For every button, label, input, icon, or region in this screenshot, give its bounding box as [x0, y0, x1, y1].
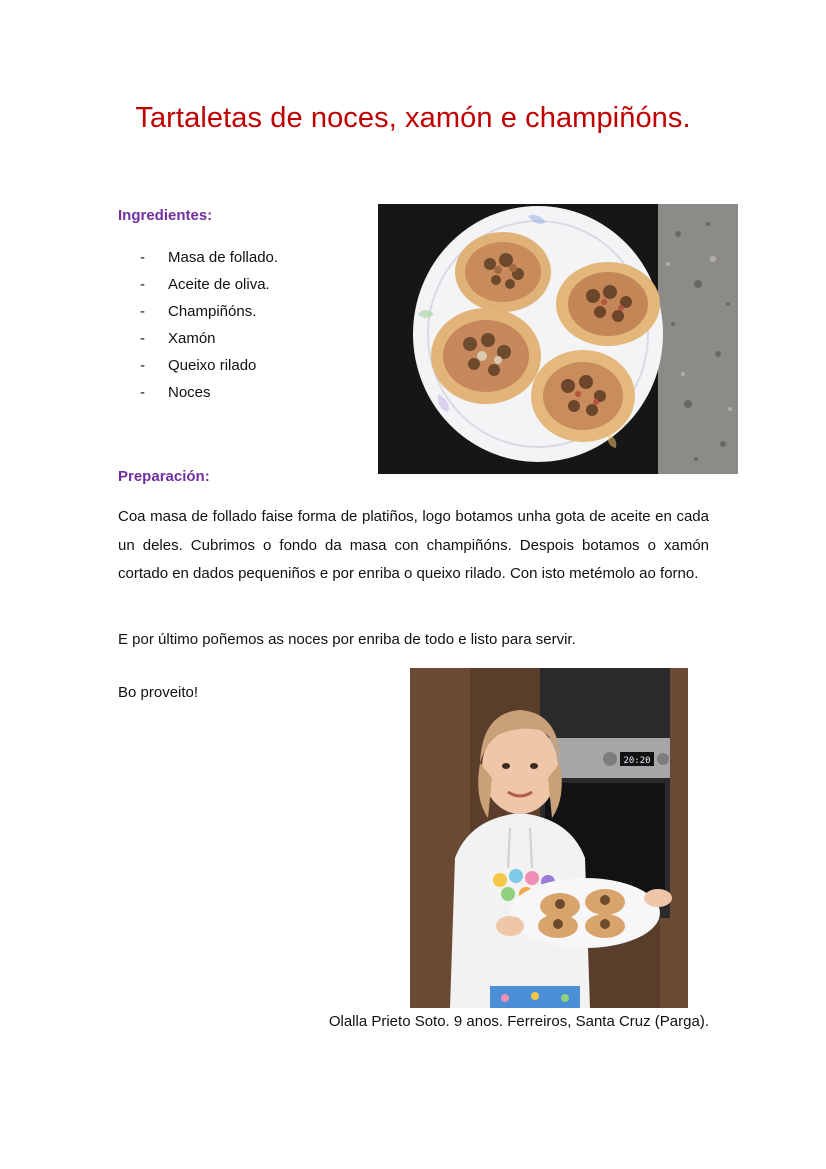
list-bullet: -	[140, 249, 145, 266]
ingredient-label: Xamón	[168, 330, 216, 347]
list-item	[140, 275, 278, 302]
ingredient-label: Aceite de oliva.	[168, 276, 270, 293]
ingredient-label: Queixo rilado	[168, 357, 257, 374]
list-item	[140, 329, 278, 356]
tartlets-photo	[378, 204, 738, 474]
list-bullet: -	[140, 303, 145, 320]
list-bullet: -	[140, 357, 145, 374]
list-bullet: -	[140, 276, 145, 293]
cook-illustration	[410, 668, 688, 1008]
ingredients-list	[140, 248, 278, 410]
list-item	[140, 356, 278, 383]
ingredient-label: Champiñóns.	[168, 303, 257, 320]
list-bullet: -	[140, 384, 145, 401]
preparation-heading: Preparación:	[118, 468, 210, 485]
ingredient-label: Masa de follado.	[168, 249, 279, 266]
ingredient-label: Noces	[168, 384, 211, 401]
cook-photo	[410, 668, 688, 1008]
page-title: Tartaletas de noces, xamón e champiñóns.	[135, 102, 691, 134]
ingredients-heading: Ingredientes:	[118, 207, 213, 224]
closing-text: Bo proveito!	[118, 684, 199, 701]
preparation-paragraph: E por último poñemos as noces por enriba de todo e listo para servir.	[118, 631, 576, 648]
list-item	[140, 248, 278, 275]
photo-caption: Olalla Prieto Soto. 9 anos. Ferreiros, Santa Cruz (Parga).	[328, 1013, 709, 1030]
list-item	[140, 383, 278, 410]
preparation-paragraph: Coa masa de follado faise forma de platiños, logo botamos unha gota de aceite en cada un deles. Cubrimos o fondo da masa con champiñóns. Despois botamos o xamón cortado en dados pequeniños e por enriba o queixo rilado. Con isto metémolo ao forno.	[118, 508, 709, 582]
list-bullet: -	[140, 330, 145, 347]
oven-display: 20:20	[623, 756, 651, 766]
tartlets-illustration	[378, 204, 738, 474]
list-item	[140, 302, 278, 329]
